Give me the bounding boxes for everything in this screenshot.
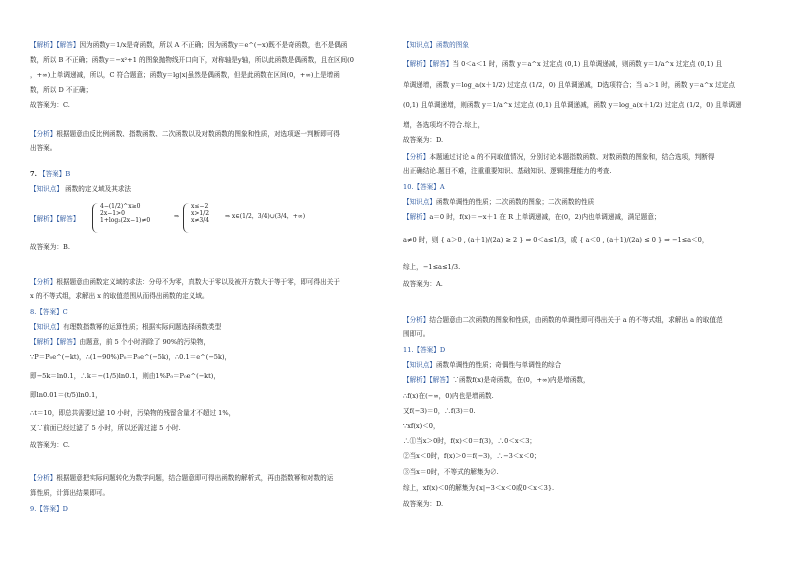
system-brace: [183, 203, 190, 233]
inequality: x≤−2: [191, 203, 209, 210]
text-line: 【分析】根据题意把实际问题转化为数学问题，结合题意即可得出函数的解析式，再由指数幂和对数的运: [30, 474, 334, 482]
text-line: ②当x＜0时，f(x)＞0＝f(−3)，∴−3＜x＜0；: [403, 452, 541, 460]
final-answer: 故答案为：B.: [30, 243, 70, 251]
text-line: 故答案为：C.: [30, 441, 70, 449]
inequality: 2x−1>0: [100, 210, 125, 217]
text-line: 围即可。: [403, 330, 430, 338]
text-line: 【分析】结合题意由二次函数的图象和性质，由函数的单调性即可得出关于 a 的不等式组，求解出 a 的取值范: [403, 316, 723, 324]
text-line: 综上，xf(x)＜0的解集为{x|−3＜x＜0或0＜x＜3}.: [403, 484, 555, 492]
text-line: 【知识点】函数单调性的性质；二次函数的图象；二次函数的性质: [403, 198, 595, 206]
text-line: ，+∞)上单调递减，所以，C 符合题意；函数y＝lg|x|虽然是偶函数，但是此函数在区间(0，+∞)上是增函: [30, 71, 340, 79]
text-line: a≠0 时，则 { a＞0 , (a＋1)/(2a) ≥ 2 } ⇒ 0＜a≤1/3，或 { a＜0 , (a＋1)/(2a) ≤ 0 } ⇒ −1≤a＜0，: [403, 236, 709, 244]
text-line: ∴①当x＞0时，f(x)＜0＝f(3)，∴0＜x＜3；: [403, 437, 537, 445]
text-line: 数，所以 D 不正确；: [30, 86, 93, 94]
text-line: 【解析】a＝0 时，f(x)＝−x＋1 在 R 上单调递减，在(0，2)内也单调递减，满足题意；: [403, 213, 661, 221]
text-line: 单调递增，函数 y＝log_a(x＋1/2) 过定点 (1/2，0) 且单调递减，D选项符合；当 a＞1 时，函数 y＝a^x 过定点: [403, 81, 735, 89]
text-line: 算性质，计算出结果即可。: [30, 489, 110, 497]
text-line: ∴f(x)在(−∞，0)内也是增函数.: [403, 392, 494, 400]
inequality: 4−(1/2)^x≥0: [100, 203, 141, 210]
text-line: 数，所以 B 不正确；函数y＝−x²+1 的图象抛物线开口向下，对称轴是y轴，所以此函数是偶函数，且在区间(0: [30, 56, 354, 64]
text-line: 故答案为：A.: [403, 280, 443, 288]
text-line: 又∵前面已经过滤了 5 小时，所以还需过滤 5 小时.: [30, 424, 181, 432]
text-line: 增，各选项均不符合.综上，: [403, 121, 485, 129]
text-line: 即ln0.01＝(t/5)ln0.1，: [30, 391, 102, 399]
inequality: x>1/2: [191, 210, 210, 217]
inequality-system: [100, 203, 150, 224]
knowledge-text: 函数的定义域及其求法: [65, 185, 132, 193]
text-line: 又f(−3)＝0，∴f(3)＝0.: [403, 407, 476, 415]
text-line: 故答案为：C.: [30, 101, 70, 109]
text-line: 【知识点】函数的图象: [403, 41, 469, 49]
text-line: 【分析】本题通过讨论 a 的不同取值情况，分别讨论本题指数函数、对数函数的图象和，结合选项，判断得: [403, 153, 715, 161]
text-line: ∵xf(x)＜0，: [403, 422, 440, 430]
text-line: 11.【答案】D: [403, 346, 446, 354]
text-line: 故答案为：D.: [403, 136, 444, 144]
text-line: 【知识点】有理数指数幂的运算性质；根据实际问题选择函数类型: [30, 323, 222, 331]
text-line: 【解析】【解答】由题意，前 5 个小时消除了 90%的污染物，: [30, 338, 211, 346]
text-line: (0,1) 且单调递增，则函数 y＝1/a^x 过定点 (0,1) 且单调递减，函数 y＝log_a(x＋1/2) 过定点 (1/2，0) 且单调递: [403, 101, 742, 109]
implies-arrow: ⇒: [174, 213, 180, 220]
text-line: 故答案为：D.: [403, 500, 444, 508]
system-brace: [92, 203, 99, 233]
solution-set: ⇒ x∈(1/2，3/4)∪(3/4，+∞): [225, 213, 306, 220]
question-number: 7.: [30, 170, 37, 178]
knowledge-tag: 【知识点】: [30, 185, 63, 193]
text-line: 出答案。: [30, 144, 57, 152]
text-line: ③当x＝0时，不等式的解集为∅.: [403, 468, 499, 476]
text-line: 综上，−1≤a≤1/3.: [403, 263, 461, 271]
text-line: 即−5k＝ln0.1，∴k＝−(1/5)ln0.1，则由1%P₀＝P₀e^(−kt)，: [30, 372, 220, 380]
text-line: 【解析】【解答】因为函数y＝1/x是奇函数，所以 A 不正确；因为函数y＝e^(−x)既不是奇函数，也不是偶函: [30, 41, 348, 49]
knowledge-point: [30, 185, 131, 193]
text-line: 【解析】【解答】∵函数f(x)是奇函数，在(0，+∞)内是增函数，: [403, 376, 590, 384]
text-line: 8.【答案】C: [30, 308, 68, 316]
text-line: 9.【答案】D: [30, 505, 68, 513]
text-line: 【分析】根据题意由函数定义域的求法：分母不为零，真数大于零以及被开方数大于等于零，即可得出关于: [30, 278, 340, 286]
text-line: 【知识点】函数单调性的性质；奇偶性与单调性的综合: [403, 361, 562, 369]
answer-label: 【答案】B: [39, 170, 71, 178]
inequality: 1+log₂(2x−1)≠0: [100, 217, 151, 224]
text-line: x 的不等式组，求解出 x 的取值范围从而得出函数的定义域。: [30, 292, 209, 300]
question-7-answer: [30, 170, 70, 178]
text-line: 【解析】【解答】当 0＜a＜1 时，函数 y＝a^x 过定点 (0,1) 且单调递减，则函数 y＝1/a^x 过定点 (0,1) 且: [403, 60, 723, 68]
text-line: 出正确结论.题目不难，注重重要知识、基础知识、逻辑推理能力的考查.: [403, 167, 612, 175]
inequality: x≠3/4: [191, 217, 210, 224]
analysis-tag: 【解析】【解答】: [30, 215, 80, 223]
text-line: ∴t＝10，即总共需要过滤 10 小时，污染物的残留含量才不超过 1%，: [30, 409, 236, 417]
text-line: 【分析】根据题意由反比例函数、指数函数、二次函数以及对数函数的图象和性质，对选项逐一判断即可得: [30, 130, 340, 138]
jiexi-label: [30, 215, 79, 223]
inequality-system-result: [191, 203, 209, 224]
text-line: ∵P＝P₀e^(−kt)，∴(1−90%)P₀＝P₀e^(−5k)，∴0.1＝e^(−5k)，: [30, 353, 232, 361]
text-line: 10.【答案】A: [403, 183, 445, 191]
